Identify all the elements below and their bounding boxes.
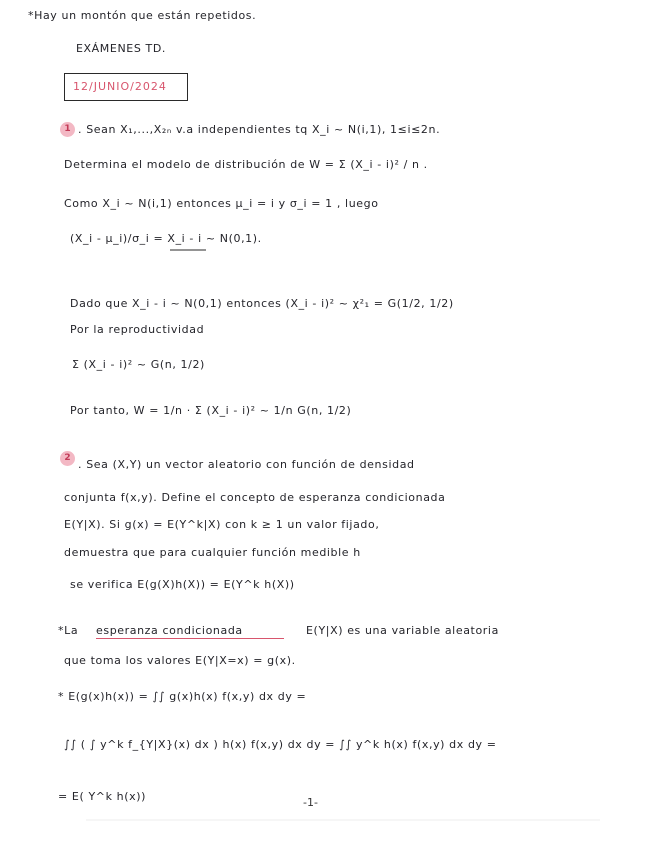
q2-line-4: demuestra que para cualquier función medible h bbox=[64, 546, 361, 559]
header-note: *Hay un montón que están repetidos. bbox=[28, 9, 257, 22]
q2-line-6-term: esperanza condicionada bbox=[96, 624, 243, 637]
q2-line-3: E(Y|X). Si g(x) = E(Y^k|X) con k ≥ 1 un valor fijado, bbox=[64, 518, 380, 531]
q2-line-8: * E(g(x)h(x)) = ∫∫ g(x)h(x) f(x,y) dx dy = bbox=[58, 690, 307, 703]
q1-line-7: Σ (X_i - i)² ~ G(n, 1/2) bbox=[72, 358, 205, 371]
q1-line-3: Como X_i ~ N(i,1) entonces μ_i = i y σ_i = 1 , luego bbox=[64, 197, 379, 210]
q2-line-6-prefix: *La bbox=[58, 624, 79, 637]
q2-number-badge: 2 bbox=[60, 451, 75, 466]
q2-line-10: = E( Y^k h(x)) bbox=[58, 790, 147, 803]
page-title: EXÁMENES TD. bbox=[76, 42, 166, 55]
q2-line-6-rest: E(Y|X) es una variable aleatoria bbox=[306, 624, 499, 637]
q1-line-1: . Sean X₁,...,X₂ₙ v.a independientes tq X_i ~ N(i,1), 1≤i≤2n. bbox=[78, 123, 441, 136]
q2-line-1: . Sea (X,Y) un vector aleatorio con función de densidad bbox=[78, 458, 415, 471]
q2-line-5: se verifica E(g(X)h(X)) = E(Y^k h(X)) bbox=[70, 578, 295, 591]
q2-line-2: conjunta f(x,y). Define el concepto de esperanza condicionada bbox=[64, 491, 446, 504]
q2-line-7: que toma los valores E(Y|X=x) = g(x). bbox=[64, 654, 296, 667]
q2-line-9: ∫∫ ( ∫ y^k f_{Y|X}(x) dx ) h(x) f(x,y) dx dy = ∫∫ y^k h(x) f(x,y) dx dy = bbox=[64, 738, 497, 751]
date-text: 12/JUNIO/2024 bbox=[73, 80, 167, 93]
q1-line-8: Por tanto, W = 1/n · Σ (X_i - i)² ~ 1/n G(n, 1/2) bbox=[70, 404, 352, 417]
q1-line-2: Determina el modelo de distribución de W = Σ (X_i - i)² / n . bbox=[64, 158, 428, 171]
page-number: -1- bbox=[303, 796, 318, 809]
q1-line-6: Por la reproductividad bbox=[70, 323, 205, 336]
q1-number-badge: 1 bbox=[60, 122, 75, 137]
q1-line-5: Dado que X_i - i ~ N(0,1) entonces (X_i - i)² ~ χ²₁ = G(1/2, 1/2) bbox=[70, 297, 454, 310]
q1-line-4: (X_i - μ_i)/σ_i = X_i - i ~ N(0,1). bbox=[70, 232, 262, 245]
